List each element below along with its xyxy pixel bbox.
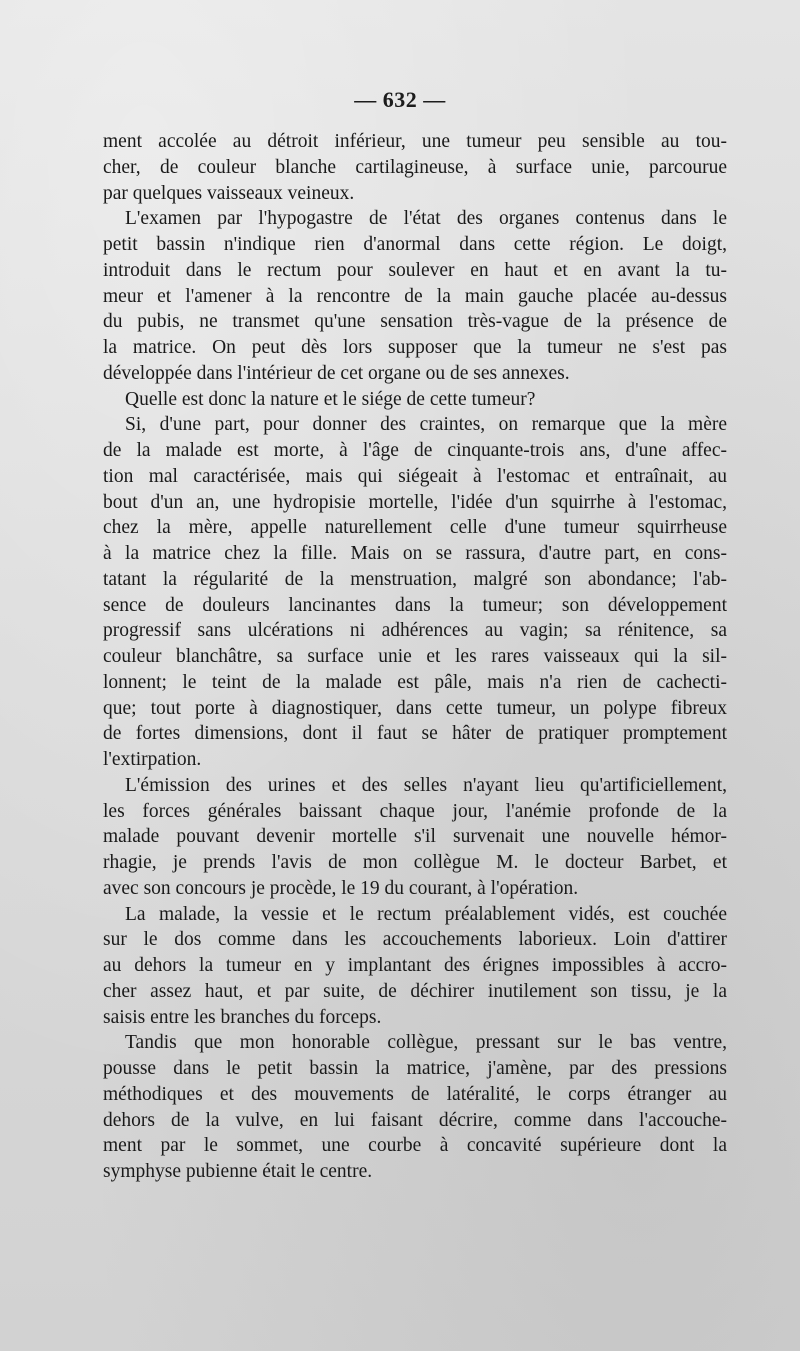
text-line: de la malade est morte, à l'âge de cinquante-trois ans, d'une affec- — [103, 440, 727, 461]
text-line: L'examen par l'hypogastre de l'état des organes contenus dans le — [125, 208, 727, 230]
text-line: malade pouvant devenir mortelle s'il survenait une nouvelle hémor- — [103, 826, 727, 848]
text-line: chez la mère, appelle naturellement celle d'une tumeur squirrheuse — [103, 517, 727, 539]
text-line: pousse dans le petit bassin la matrice, j'amène, par des pressions — [103, 1058, 727, 1079]
text-line: avec son concours je procède, le 19 du courant, à l'opération. — [103, 877, 579, 899]
text-line: sence de douleurs lancinantes dans la tumeur; son développement — [103, 594, 727, 616]
text-line: sur le dos comme dans les accouchements laborieux. Loin d'attirer — [103, 929, 727, 951]
text-line: l'extirpation. — [103, 749, 202, 770]
text-line: par quelques vaisseaux veineux. — [103, 182, 355, 204]
text-line: que; tout porte à diagnostiquer, dans cette tumeur, un polype fibreux — [103, 697, 727, 719]
text-line: cher, de couleur blanche cartilagineuse, à surface unie, parcourue — [103, 156, 727, 178]
text-line: ment par le sommet, une courbe à concavité supérieure dont la — [103, 1135, 727, 1157]
text-line: introduit dans le rectum pour soulever en haut et en avant la tu- — [103, 259, 727, 281]
text-line: dehors de la vulve, en lui faisant décrire, comme dans l'accouche- — [103, 1109, 727, 1131]
text-line: lonnent; le teint de la malade est pâle, mais n'a rien de cachecti- — [103, 671, 727, 693]
text-line: cher assez haut, et par suite, de déchirer inutilement son tissu, je la — [103, 980, 727, 1002]
text-line: progressif sans ulcérations ni adhérences au vagin; sa rénitence, sa — [103, 620, 727, 642]
text-line: saisis entre les branches du forceps. — [103, 1006, 382, 1028]
text-line: meur et l'amener à la rencontre de la main gauche placée au-dessus — [103, 285, 727, 307]
page-number: — 632 — — [354, 87, 446, 112]
text-line: Si, d'une part, pour donner des craintes, on remarque que la mère — [125, 414, 727, 436]
text-line: à la matrice chez la fille. Mais on se rassura, d'autre part, en cons- — [103, 543, 727, 564]
text-line: de fortes dimensions, dont il faut se hâter de pratiquer promptement — [103, 723, 727, 745]
text-line: tatant la régularité de la menstruation, malgré son abondance; l'ab- — [103, 568, 727, 590]
text-line: du pubis, ne transmet qu'une sensation très-vague de la présence de — [103, 311, 727, 333]
text-line: rhagie, je prends l'avis de mon collègue M. le docteur Barbet, et — [103, 852, 727, 873]
text-line: L'émission des urines et des selles n'ayant lieu qu'artificiellement, — [125, 774, 727, 796]
text-line: La malade, la vessie et le rectum préalablement vidés, est couchée — [125, 903, 727, 925]
text-line: petit bassin n'indique rien d'anormal dans cette région. Le doigt, — [103, 234, 727, 255]
text-line: Quelle est donc la nature et le siége de cette tumeur? — [125, 388, 536, 410]
text-line: au dehors la tumeur en y implantant des érignes impossibles à accro- — [103, 955, 727, 976]
text-line: couleur blanchâtre, sa surface unie et les rares vaisseaux qui la sil- — [103, 646, 727, 667]
text-line: tion mal caractérisée, mais qui siégeait à l'estomac et entraînait, au — [103, 465, 727, 487]
text-line: bout d'un an, une hydropisie mortelle, l'idée d'un squirrhe à l'estomac, — [103, 491, 727, 513]
text-line: ment accolée au détroit inférieur, une tumeur peu sensible au tou- — [103, 131, 727, 152]
text-line: symphyse pubienne était le centre. — [103, 1161, 373, 1182]
text-line: développée dans l'intérieur de cet organe ou de ses annexes. — [103, 362, 570, 384]
text-line: Tandis que mon honorable collègue, pressant sur le bas ventre, — [125, 1032, 727, 1054]
text-line: méthodiques et des mouvements de latéralité, le corps étranger au — [103, 1083, 727, 1105]
text-line: les forces générales baissant chaque jour, l'anémie profonde de la — [103, 800, 727, 822]
body-text — [103, 129, 727, 1185]
text-line: la matrice. On peut dès lors supposer que la tumeur ne s'est pas — [103, 337, 727, 358]
